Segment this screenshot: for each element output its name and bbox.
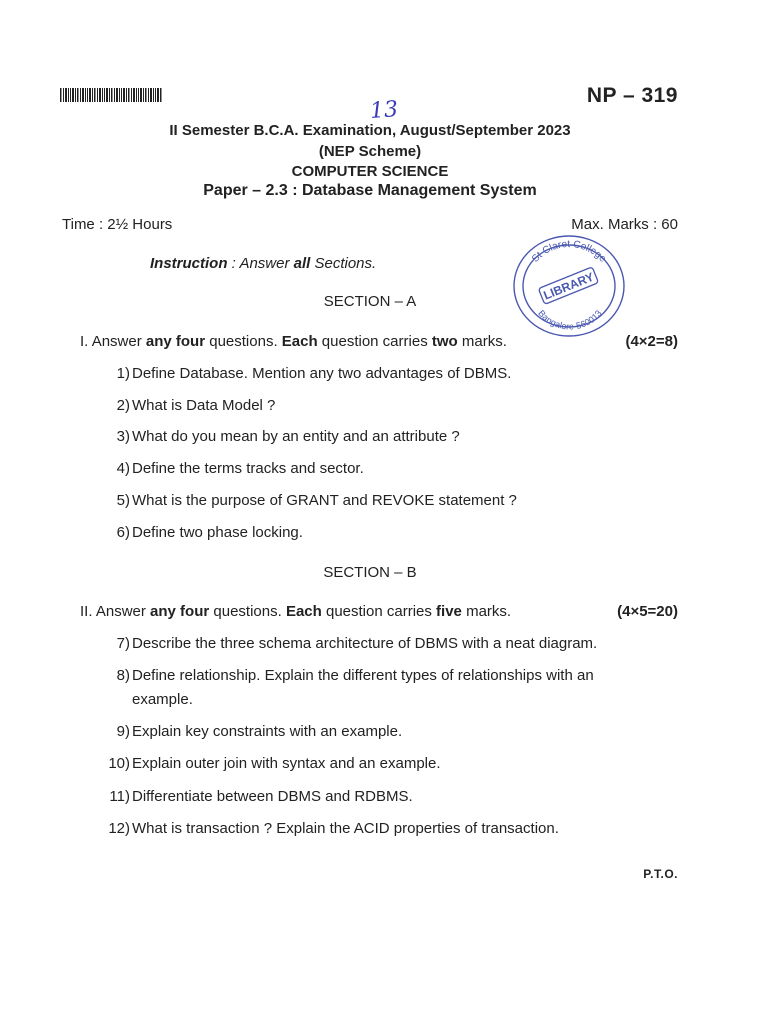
barcode-image xyxy=(60,88,162,102)
section-a-instruction: I. Answer any four questions. Each question carries two marks. (4×2=8) xyxy=(80,333,678,350)
time-duration: Time : 2½ Hours xyxy=(62,216,173,233)
max-marks: Max. Marks : 60 xyxy=(571,216,678,233)
stamp-top-text: St Claret College xyxy=(529,238,609,265)
question-12: 12) What is transaction ? Explain the ACID properties of transaction. xyxy=(108,820,559,837)
section-b-instruction: II. Answer any four questions. Each question carries five marks. (4×5=20) xyxy=(80,603,678,620)
section-b-marks: (4×5=20) xyxy=(617,603,678,620)
question-2: 2) What is Data Model ? xyxy=(116,397,276,414)
section-b-title: SECTION – B xyxy=(323,564,417,581)
stamp-center-text: LIBRARY xyxy=(541,269,596,303)
exam-title: II Semester B.C.A. Examination, August/September 2023 xyxy=(169,122,571,139)
question-11: 11) Differentiate between DBMS and RDBMS. xyxy=(109,788,413,805)
question-6: 6) Define two phase locking. xyxy=(116,524,303,541)
handwritten-number: 13 xyxy=(369,97,399,124)
question-10: 10) Explain outer join with syntax and an example. xyxy=(108,755,441,772)
paper-title: Paper – 2.3 : Database Management System xyxy=(203,182,537,199)
question-3: 3) What do you mean by an entity and an attribute ? xyxy=(116,428,460,445)
question-7: 7) Describe the three schema architecture of DBMS with a neat diagram. xyxy=(116,635,598,652)
exam-scheme: (NEP Scheme) xyxy=(318,143,422,160)
subject-title: COMPUTER SCIENCE xyxy=(291,163,449,180)
instruction-label: Instruction xyxy=(150,255,228,272)
question-5: 5) What is the purpose of GRANT and REVOKE statement ? xyxy=(116,492,517,509)
question-4: 4) Define the terms tracks and sector. xyxy=(116,460,364,477)
library-stamp xyxy=(510,232,628,340)
question-8-continued: example. xyxy=(132,691,193,708)
general-instruction: Instruction : Answer all Sections. xyxy=(150,255,377,272)
section-a-title: SECTION – A xyxy=(323,293,417,310)
section-a-marks: (4×2=8) xyxy=(625,333,678,350)
question-1: 1) Define Database. Mention any two advantages of DBMS. xyxy=(116,365,512,382)
question-9: 9) Explain key constraints with an example. xyxy=(116,723,403,740)
stamp-bottom-text: Bangalore-560013 xyxy=(536,308,604,332)
question-8: 8) Define relationship. Explain the different types of relationships with an example. xyxy=(100,664,660,712)
paper-code: NP – 319 xyxy=(586,84,678,107)
please-turn-over: P.T.O. xyxy=(643,867,678,881)
